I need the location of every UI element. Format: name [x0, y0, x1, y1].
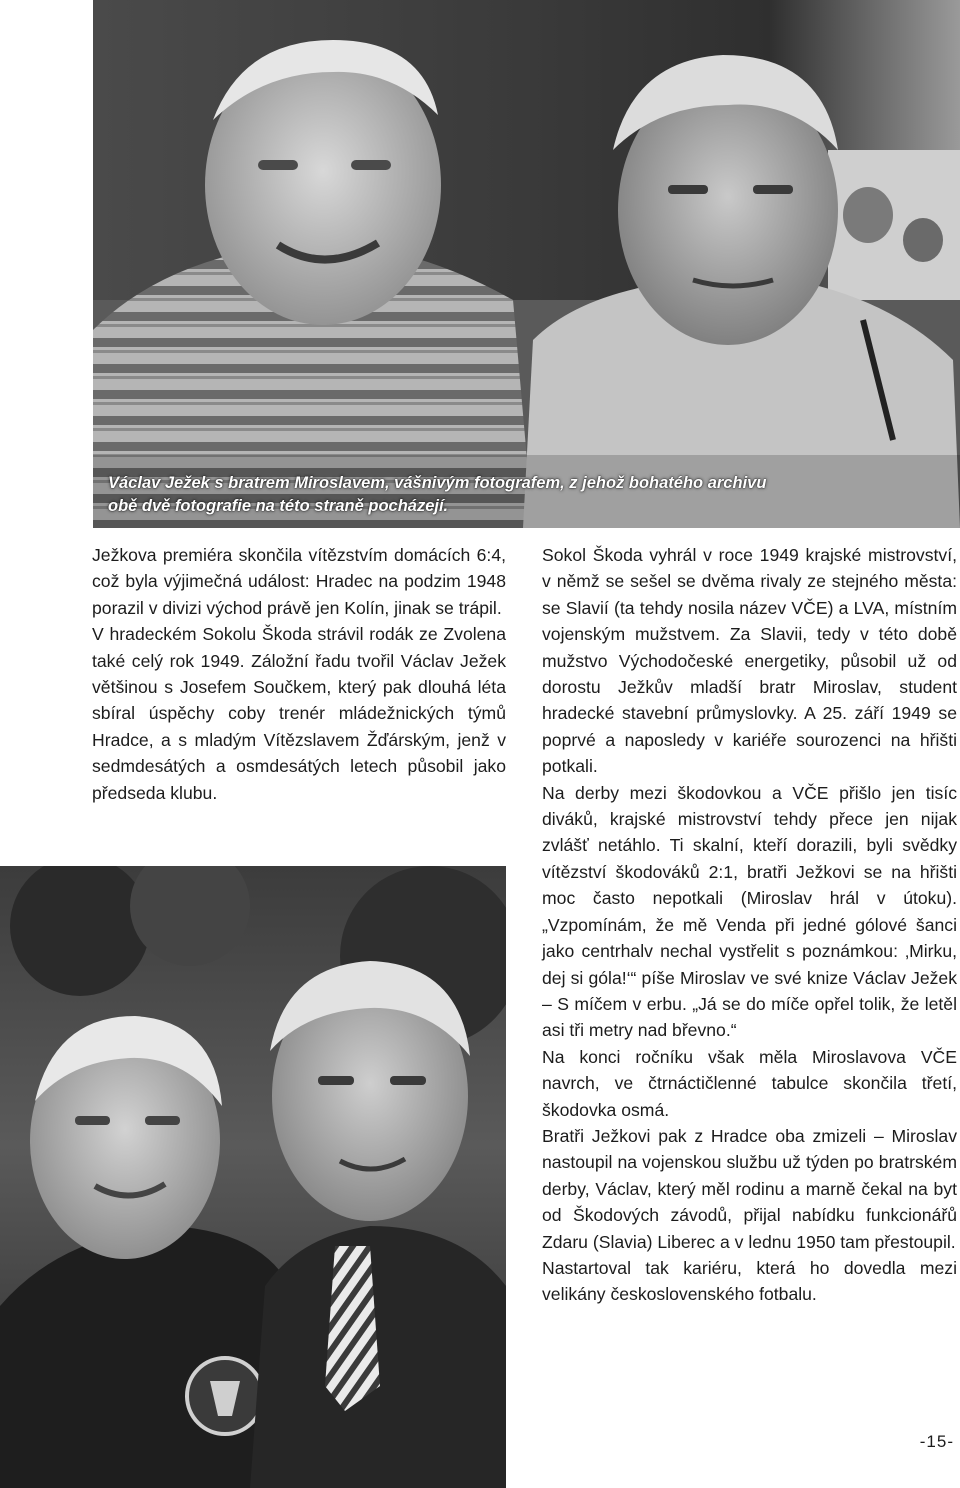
article-paragraph: V hradeckém Sokolu Škoda strávil rodák ze Zvolena také celý rok 1949. Záložní řadu tvořil Václav Ježek většinou s Josefem Součkem, který pak dlouhá léta sbíral úspěchy coby trenér mládežnických týmů Hradce, a s mladým Vítězslavem Žďárským, jenž v sedmdesátých a osmdesátých letech působil jako předseda klubu. [92, 624, 506, 803]
article-paragraph: Nastartoval tak kariéru, která ho dovedla mezi velikány československého fotbalu. [542, 1257, 957, 1305]
page-number: -15- [919, 1432, 954, 1451]
top-photo-image [93, 0, 960, 528]
article-paragraph: Na konci ročníku však měla Miroslavova VČE navrch, ve čtrnáctičlenné tabulce skončila třetí, škodovka osmá. [542, 1046, 957, 1120]
photo-caption [108, 472, 948, 518]
article-column-left [92, 542, 506, 806]
bottom-photo [0, 866, 506, 1488]
bottom-photo-image [0, 866, 506, 1488]
article-paragraph: Sokol Škoda vyhrál v roce 1949 krajské mistrovství, v němž se sešel se dvěma rivaly ze stejného města: se Slavií (ta tehdy nosila název VČE) a LVA, místním vojenským mužstvem. Za Slavii, tedy v této době mužstvo Východočeské energetiky, působil už od dorostu Ježkův mladší bratr Miroslav, student hradecké stavební průmyslovky. A 25. září 1949 se poprvé a naposledy v kariéře sourozenci na hřišti potkali. [542, 545, 957, 777]
article-paragraph: Bratři Ježkovi pak z Hradce oba zmizeli – Miroslav nastoupil na vojenskou službu už týden po bratrském derby, Václav, který měl rodinu a marně čekal na byt od Škodových závodů, přijal nabídku funkcionářů Zdaru (Slavia) Liberec a v lednu 1950 tam přestoupil. [542, 1125, 957, 1252]
article-paragraph: Na derby mezi škodovkou a VČE přišlo jen tisíc diváků, krajské mistrovství tehdy přece jen nijak zvlášť netáhlo. Ti skalní, kteří dorazili, byli svědky vítězství škodováků 2:1, bratři Ježkovi se na hřišti moc často nepotkali (Miroslav hrál v útoku). „Vzpomínám, že mě Venda při jedné gólové šanci jako centrhalv nechal vystřelit s poznámkou: ‚Mirku, dej si góla!‘“ píše Miroslav ve své knize Václav Ježek – S míčem v erbu. „Já se do míče opřel tolik, že letěl asi tři metry nad břevno.“ [542, 782, 957, 1041]
top-photo [93, 0, 960, 528]
caption-line-2: obě dvě fotografie na této straně pocházejí. [108, 497, 449, 515]
caption-line-1: Václav Ježek s bratrem Miroslavem, vášnivým fotografem, z jehož bohatého archivu [108, 474, 767, 492]
article-paragraph: Ježkova premiéra skončila vítězstvím domácích 6:4, což byla výjimečná událost: Hradec na podzim 1948 porazil v divizi východ právě jen Kolín, jinak se trápil. [92, 545, 506, 618]
article-column-right [542, 542, 957, 1308]
